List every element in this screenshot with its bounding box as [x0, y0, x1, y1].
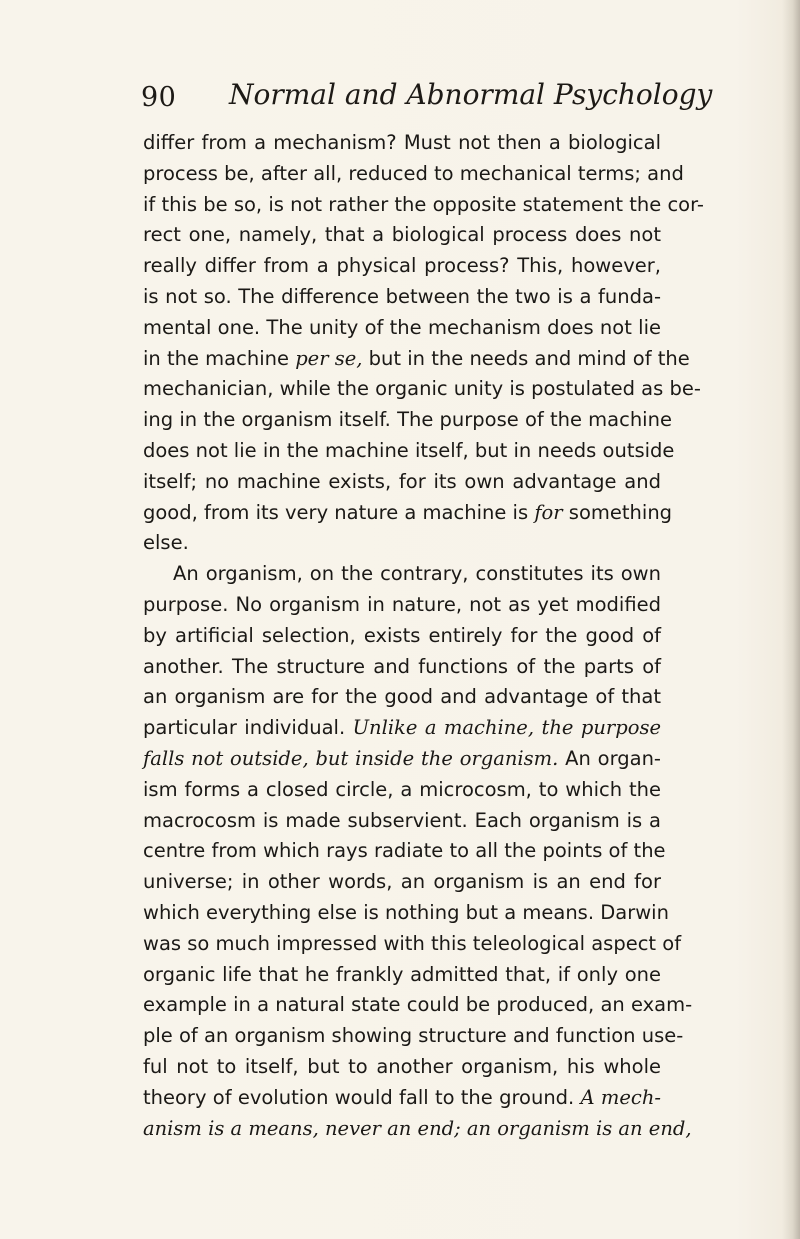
text-segment: really differ from a physical process? This, however,	[143, 254, 661, 278]
text-segment: which everything else is nothing but a means. Darwin	[143, 900, 669, 924]
text-segment: else.	[143, 531, 189, 555]
text-segment: ful not to itself, but to another organism, his whole	[143, 1054, 661, 1078]
text-line	[143, 282, 661, 313]
text-line	[143, 528, 661, 559]
text-segment: process be, after all, reduced to mechanical terms; and	[143, 161, 684, 185]
text-segment: by artificial selection, exists entirely for the good of	[143, 623, 661, 647]
text-line	[143, 836, 666, 867]
text-segment: organic life that he frankly admitted that, if only one	[143, 962, 661, 986]
italic-text: for	[534, 500, 563, 524]
page-edge-shadow	[782, 0, 800, 1239]
text-segment: does not lie in the machine itself, but in needs outside	[143, 438, 675, 462]
text-segment: is not so. The difference between the two is a funda-	[143, 284, 661, 308]
text-line	[143, 775, 661, 806]
text-segment: another. The structure and functions of the parts of	[143, 654, 661, 678]
text-line	[143, 960, 661, 991]
text-segment: but in the needs and mind of the	[362, 346, 690, 370]
body-text	[143, 128, 704, 1144]
italic-text: per se,	[295, 346, 363, 370]
text-segment: good, from its very nature a machine is	[143, 500, 535, 524]
italic-text: anism is a means, never an end; an organism is an end,	[143, 1116, 692, 1140]
text-line	[143, 436, 675, 467]
text-line	[143, 1114, 692, 1145]
text-segment: macrocosm is made subservient. Each organism is a	[143, 808, 661, 832]
text-segment: itself; no machine exists, for its own advantage and	[143, 469, 661, 493]
text-line	[143, 374, 701, 405]
running-head	[141, 78, 713, 118]
text-segment: centre from which rays radiate to all the points of the	[143, 839, 666, 863]
text-line	[143, 498, 673, 529]
text-segment: rect one, namely, that a biological process does not	[143, 223, 661, 247]
text-line	[143, 128, 661, 159]
text-line	[143, 344, 690, 375]
text-line	[143, 652, 661, 683]
text-line	[143, 190, 704, 221]
text-line	[143, 251, 661, 282]
text-segment: universe; in other words, an organism is an end for	[143, 870, 661, 894]
text-segment: mental one. The unity of the mechanism does not lie	[143, 315, 661, 339]
text-segment: purpose. No organism in nature, not as yet modified	[143, 592, 661, 616]
text-line	[143, 590, 661, 621]
text-segment: theory of evolution would fall to the ground.	[143, 1085, 581, 1109]
italic-text: Unlike a machine, the purpose	[352, 716, 661, 740]
text-line	[143, 1021, 684, 1052]
text-line	[143, 313, 661, 344]
text-line	[143, 1052, 661, 1083]
text-segment: particular individual.	[143, 716, 353, 740]
text-segment: ple of an organism showing structure and function use-	[143, 1024, 684, 1048]
text-segment: An organism, on the contrary, constitutes its own	[173, 562, 661, 586]
italic-text: A mech-	[580, 1085, 662, 1109]
text-line	[143, 744, 661, 775]
text-line	[143, 867, 661, 898]
text-segment: something	[562, 500, 673, 524]
text-line	[143, 405, 672, 436]
text-segment: example in a natural state could be produced, an exam-	[143, 993, 693, 1017]
text-line	[143, 220, 661, 251]
text-line	[143, 990, 693, 1021]
text-line	[143, 682, 661, 713]
text-line	[143, 621, 661, 652]
text-segment: ing in the organism itself. The purpose of the machine	[143, 408, 672, 432]
text-line	[143, 929, 682, 960]
text-line	[143, 159, 684, 190]
text-segment: an organism are for the good and advantage of that	[143, 685, 661, 709]
text-segment: in the machine	[143, 346, 296, 370]
text-segment: was so much impressed with this teleological aspect of	[143, 931, 682, 955]
running-title: Normal and Abnormal Psychology	[229, 78, 713, 111]
text-segment: if this be so, is not rather the opposite statement the cor-	[143, 192, 704, 216]
text-segment: differ from a mechanism? Must not then a biological	[143, 131, 661, 154]
text-line	[143, 713, 661, 744]
italic-text: falls not outside, but inside the organism.	[143, 746, 559, 770]
text-line	[143, 898, 669, 929]
page-number: 90	[141, 82, 177, 113]
text-line	[143, 559, 661, 590]
text-segment: An organ-	[558, 746, 661, 770]
text-line	[143, 1083, 661, 1114]
text-segment: ism forms a closed circle, a microcosm, to which the	[143, 777, 661, 801]
text-line	[143, 806, 661, 837]
text-line	[143, 467, 661, 498]
text-segment: mechanician, while the organic unity is postulated as be-	[143, 377, 701, 401]
